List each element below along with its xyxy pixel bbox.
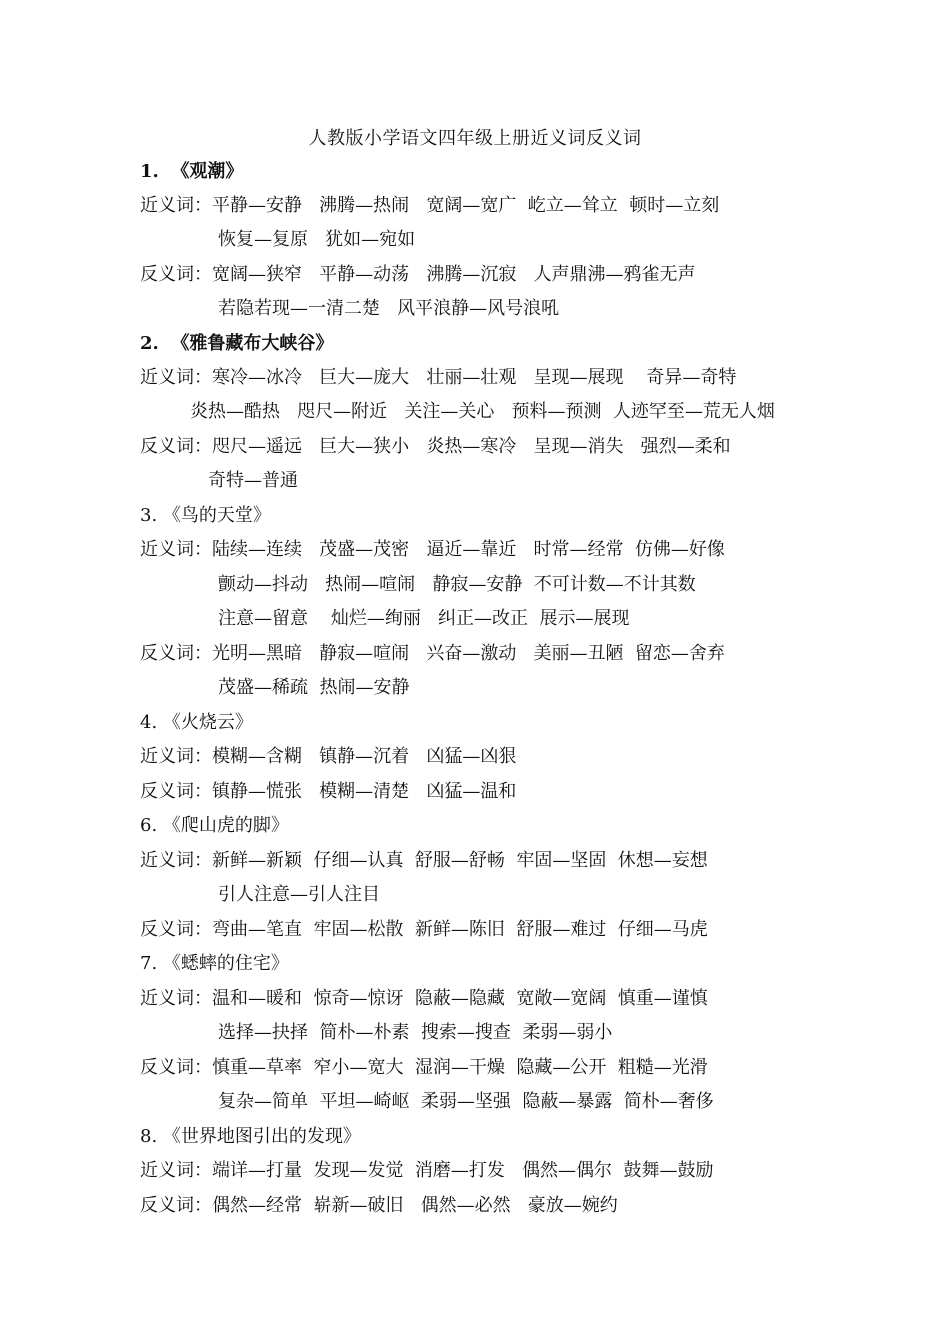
section-heading-6: 6. 《爬山虎的脚》 xyxy=(140,815,289,836)
synonyms-line: 近义词：温和—暖和 惊奇—惊讶 隐蔽—隐藏 宽敞—宽阔 慎重—谨慎 xyxy=(140,988,708,1009)
antonyms-line: 反义词：光明—黑暗 静寂—喧闹 兴奋—激动 美丽—丑陋 留恋—舍弃 xyxy=(140,643,725,664)
antonyms-continued: 茂盛—稀疏 热闹—安静 xyxy=(218,677,410,698)
antonyms-line: 反义词：宽阔—狭窄 平静—动荡 沸腾—沉寂 人声鼎沸—鸦雀无声 xyxy=(140,264,696,285)
antonyms-line: 反义词：咫尺—遥远 巨大—狭小 炎热—寒冷 呈现—消失 强烈—柔和 xyxy=(140,436,731,457)
synonyms-line: 近义词：模糊—含糊 镇静—沉着 凶猛—凶狠 xyxy=(140,746,517,767)
section-heading-7: 7. 《蟋蟀的住宅》 xyxy=(140,953,289,974)
synonyms-continued: 选择—抉择 简朴—朴素 搜索—搜查 柔弱—弱小 xyxy=(218,1022,613,1043)
synonyms-continued: 炎热—酷热 咫尺—附近 关注—关心 预料—预测 人迹罕至—荒无人烟 xyxy=(190,401,775,422)
synonyms-continued: 颤动—抖动 热闹—喧闹 静寂—安静 不可计数—不计其数 xyxy=(218,574,696,595)
synonyms-line: 近义词：陆续—连续 茂盛—茂密 逼近—靠近 时常—经常 仿佛—好像 xyxy=(140,539,725,560)
antonyms-line: 反义词：镇静—慌张 模糊—清楚 凶猛—温和 xyxy=(140,781,517,802)
synonyms-continued: 恢复—复原 犹如—宛如 xyxy=(218,229,416,250)
synonyms-line: 近义词：平静—安静 沸腾—热闹 宽阔—宽广 屹立—耸立 顿时—立刻 xyxy=(140,195,720,216)
antonyms-line: 反义词：慎重—草率 窄小—宽大 湿润—干燥 隐藏—公开 粗糙—光滑 xyxy=(140,1057,708,1078)
antonyms-line: 反义词：偶然—经常 崭新—破旧 偶然—必然 豪放—婉约 xyxy=(140,1195,618,1216)
section-heading-8: 8. 《世界地图引出的发现》 xyxy=(140,1126,361,1147)
antonyms-continued: 若隐若现—一清二楚 风平浪静—风号浪吼 xyxy=(218,298,560,319)
document-title: 人教版小学语文四年级上册近义词反义词 xyxy=(308,128,642,149)
antonyms-line: 反义词：弯曲—笔直 牢固—松散 新鲜—陈旧 舒服—难过 仔细—马虎 xyxy=(140,919,708,940)
synonyms-continued: 注意—留意 灿烂—绚丽 纠正—改正 展示—展现 xyxy=(218,608,630,629)
synonyms-line: 近义词：新鲜—新颖 仔细—认真 舒服—舒畅 牢固—坚固 休想—妄想 xyxy=(140,850,708,871)
section-heading-1: 1. 《观潮》 xyxy=(140,161,244,182)
section-heading-3: 3. 《鸟的天堂》 xyxy=(140,505,271,526)
synonyms-line: 近义词：端详—打量 发现—发觉 消磨—打发 偶然—偶尔 鼓舞—鼓励 xyxy=(140,1160,714,1181)
synonyms-continued: 引人注意—引人注目 xyxy=(218,884,380,905)
section-heading-4: 4. 《火烧云》 xyxy=(140,712,253,733)
synonyms-line: 近义词：寒冷—冰冷 巨大—庞大 壮丽—壮观 呈现—展现 奇异—奇特 xyxy=(140,367,737,388)
antonyms-continued: 复杂—简单 平坦—崎岖 柔弱—坚强 隐蔽—暴露 简朴—奢侈 xyxy=(218,1091,714,1112)
section-heading-2: 2. 《雅鲁藏布大峡谷》 xyxy=(140,333,334,354)
antonyms-continued: 奇特—普通 xyxy=(208,470,298,491)
